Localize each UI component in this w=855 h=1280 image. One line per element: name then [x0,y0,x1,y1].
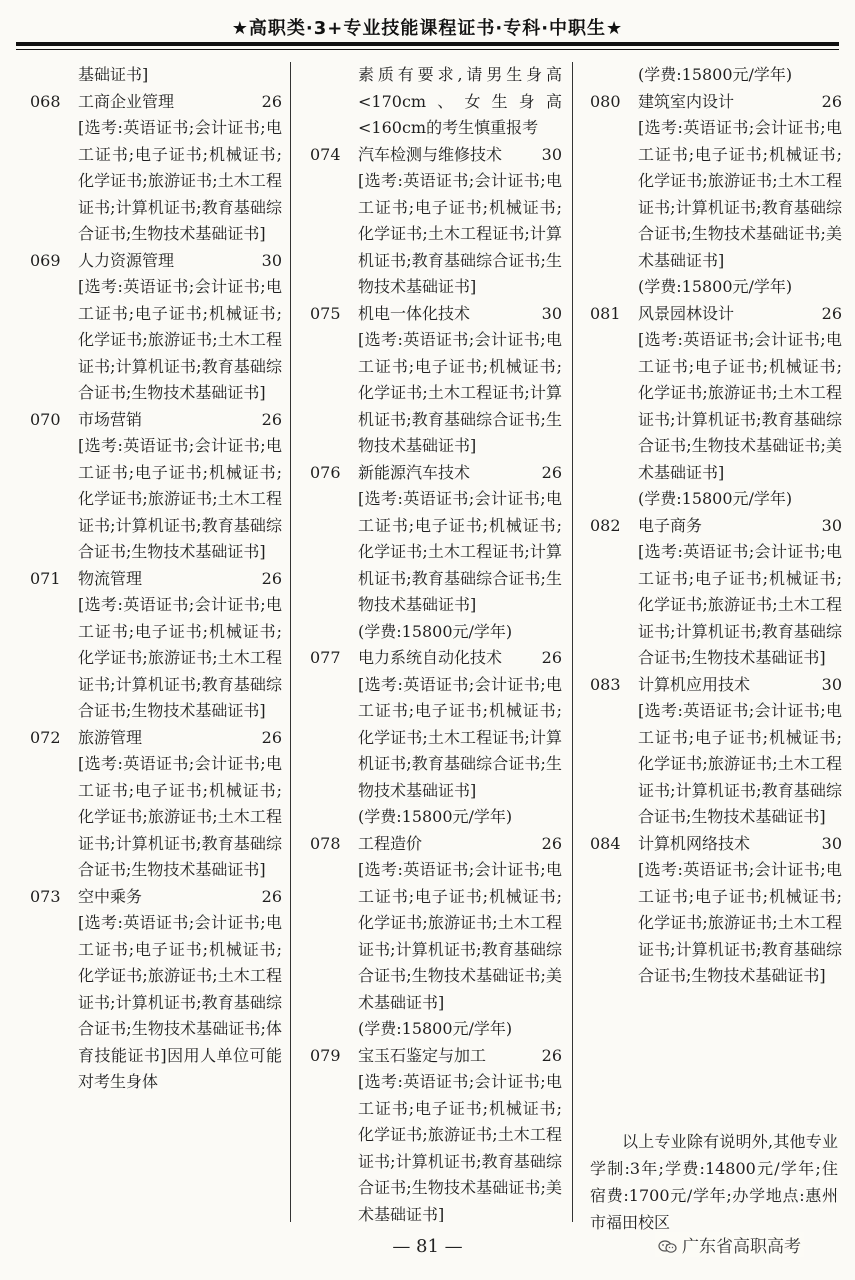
program-name: 新能源汽车技术 [358,462,471,482]
program-name: 电子商务 [638,515,703,535]
program-code: 077 [310,648,341,667]
program-name: 旅游管理 [78,727,143,747]
program-entry [310,1043,562,1223]
program-code: 076 [310,462,341,482]
program-code: 084 [590,833,621,853]
program-header [310,645,562,672]
elective-certificates: [选考:英语证书;会计证书;电工证书;电子证书;机械证书;化学证书;土木工程证书;计算机证书;教育基础综合证书;生物技术基础证书] [358,330,562,455]
enrollment-count: 30 [541,144,562,164]
tuition-fee: (学费:15800元/学年) [358,621,513,641]
tuition-fee: (学费:15800元/学年) [358,1019,513,1038]
program-name: 建筑室内设计 [638,91,735,111]
program-header [590,831,842,858]
elective-certificates: [选考:英语证书;会计证书;电工证书;电子证书;机械证书;化学证书;旅游证书;土木工程证书;计算机证书;教育基础综合证书;生物技术基础证书] [638,542,842,667]
middle-column [310,62,562,1222]
program-header [30,725,282,752]
column-divider-left [290,62,291,1222]
enrollment-count: 26 [541,833,562,853]
enrollment-count: 30 [261,250,282,270]
program-header [310,301,562,328]
watermark-text: 广东省高职高考 [682,1237,801,1257]
program-entry [30,407,282,566]
program-code: 082 [590,515,621,535]
elective-certificates: [选考:英语证书;会计证书;电工证书;电子证书;机械证书;化学证书;旅游证书;土木工程证书;计算机证书;教育基础综合证书;生物技术基础证书;美术基础证书] [358,1072,562,1222]
elective-certificates: [选考:英语证书;会计证书;电工证书;电子证书;机械证书;化学证书;旅游证书;土木工程证书;计算机证书;教育基础综合证书;生物技术基础证书] [78,277,282,402]
program-header [590,89,842,116]
program-header [310,831,562,858]
continued-text: (学费:15800元/学年) [638,65,793,84]
program-name: 市场营销 [78,409,143,429]
program-name: 风景园林设计 [638,303,735,323]
continued-text: 素质有要求,请男生身高<170cm、女生身高<160cm的考生慎重报考 [358,65,562,137]
program-code: 075 [310,303,341,323]
program-entry [30,566,282,725]
enrollment-count: 26 [821,91,842,111]
program-name: 工程造价 [358,833,423,853]
program-name: 电力系统自动化技术 [358,648,503,667]
program-code: 078 [310,833,341,853]
enrollment-count: 26 [821,303,842,323]
program-code: 070 [30,409,61,429]
elective-certificates: [选考:英语证书;会计证书;电工证书;电子证书;机械证书;化学证书;旅游证书;土木工程证书;计算机证书;教育基础综合证书;生物技术基础证书;美术基础证书] [358,860,562,1012]
enrollment-count: 26 [261,409,282,429]
program-name: 计算机应用技术 [638,674,751,694]
watermark [655,1232,804,1257]
elective-certificates: [选考:英语证书;会计证书;电工证书;电子证书;机械证书;化学证书;旅游证书;土木工程证书;计算机证书;教育基础综合证书;生物技术基础证书;美术基础证书] [638,118,842,270]
program-header [590,513,842,540]
program-entry [30,725,282,884]
elective-certificates: [选考:英语证书;会计证书;电工证书;电子证书;机械证书;化学证书;旅游证书;土木工程证书;计算机证书;教育基础综合证书;生物技术基础证书] [638,860,842,985]
elective-certificates: [选考:英语证书;会计证书;电工证书;电子证书;机械证书;化学证书;旅游证书;土木工程证书;计算机证书;教育基础综合证书;生物技术基础证书] [78,118,282,243]
program-code: 080 [590,91,621,111]
program-name: 机电一体化技术 [358,303,471,323]
program-header [590,301,842,328]
program-header [310,142,562,169]
tuition-fee: (学费:15800元/学年) [638,277,793,296]
tuition-fee: (学费:15800元/学年) [358,807,513,826]
program-code: 072 [30,727,61,747]
enrollment-count: 30 [821,833,842,853]
program-code: 068 [30,91,61,111]
program-code: 069 [30,250,61,270]
enrollment-count: 26 [261,727,282,747]
program-header [310,460,562,487]
program-header [30,89,282,116]
elective-certificates: [选考:英语证书;会计证书;电工证书;电子证书;机械证书;化学证书;旅游证书;土木工程证书;计算机证书;教育基础综合证书;生物技术基础证书;美术基础证书] [638,330,842,482]
program-code: 083 [590,674,621,694]
closing-note: 以上专业除有说明外,其他专业学制:3年;学费:14800元/学年;住宿费:1700元/学年;办学地点:惠州市福田校区 [590,1132,838,1232]
enrollment-count: 26 [261,886,282,906]
enrollment-count: 30 [821,515,842,535]
program-entry [30,89,282,248]
program-entry [310,460,562,646]
header-rule-thin [16,49,839,50]
program-entry [30,248,282,407]
enrollment-count: 30 [541,303,562,323]
program-entry [590,831,842,990]
program-name: 宝玉石鉴定与加工 [358,1045,487,1065]
program-name: 人力资源管理 [78,250,175,270]
program-code: 073 [30,886,61,906]
program-entry [590,89,842,301]
enrollment-count: 26 [541,648,562,667]
program-code: 081 [590,303,621,323]
tuition-fee: (学费:15800元/学年) [638,489,793,508]
elective-certificates: [选考:英语证书;会计证书;电工证书;电子证书;机械证书;化学证书;旅游证书;土木工程证书;计算机证书;教育基础综合证书;生物技术基础证书;体育技能证书]因用人单位可能对考生身体 [78,913,282,1091]
program-entry [30,884,282,1096]
enrollment-count: 26 [541,1045,562,1065]
program-code: 074 [310,144,341,164]
program-name: 工商企业管理 [78,91,175,111]
enrollment-count: 30 [821,674,842,694]
program-entry [590,672,842,831]
elective-certificates: [选考:英语证书;会计证书;电工证书;电子证书;机械证书;化学证书;土木工程证书;计算机证书;教育基础综合证书;生物技术基础证书] [358,674,562,800]
program-header [590,672,842,699]
right-column [590,62,842,1222]
program-header [30,407,282,434]
elective-certificates: [选考:英语证书;会计证书;电工证书;电子证书;机械证书;化学证书;旅游证书;土木工程证书;计算机证书;教育基础综合证书;生物技术基础证书] [638,701,842,826]
continued-text: 基础证书] [78,65,149,84]
program-name: 计算机网络技术 [638,833,751,853]
page-header: ★高职类·3+专业技能课程证书·专科·中职生★ [231,18,624,39]
program-header [30,566,282,593]
enrollment-count: 26 [261,91,282,111]
enrollment-count: 26 [261,568,282,588]
elective-certificates: [选考:英语证书;会计证书;电工证书;电子证书;机械证书;化学证书;旅游证书;土木工程证书;计算机证书;教育基础综合证书;生物技术基础证书] [78,595,282,720]
program-name: 汽车检测与维修技术 [358,144,503,164]
program-header [30,248,282,275]
page-number: — 81 — [392,1236,463,1257]
program-entry [310,831,562,1043]
program-header [30,884,282,911]
enrollment-count: 26 [541,462,562,482]
elective-certificates: [选考:英语证书;会计证书;电工证书;电子证书;机械证书;化学证书;土木工程证书;计算机证书;教育基础综合证书;生物技术基础证书] [358,489,562,614]
elective-certificates: [选考:英语证书;会计证书;电工证书;电子证书;机械证书;化学证书;旅游证书;土木工程证书;计算机证书;教育基础综合证书;生物技术基础证书] [78,436,282,561]
left-column [30,62,282,1222]
program-entry [590,513,842,672]
program-code: 071 [30,568,61,588]
elective-certificates: [选考:英语证书;会计证书;电工证书;电子证书;机械证书;化学证书;土木工程证书;计算机证书;教育基础综合证书;生物技术基础证书] [358,171,562,296]
column-divider-right [572,62,573,1222]
program-entry [310,142,562,301]
program-entry [310,645,562,831]
wechat-icon [658,1240,678,1254]
program-entry [310,301,562,460]
program-header [310,1043,562,1070]
program-name: 物流管理 [78,568,143,588]
program-code: 079 [310,1045,341,1065]
program-entry [590,301,842,513]
program-name: 空中乘务 [78,886,143,906]
header-rule-thick [16,42,839,46]
elective-certificates: [选考:英语证书;会计证书;电工证书;电子证书;机械证书;化学证书;旅游证书;土木工程证书;计算机证书;教育基础综合证书;生物技术基础证书] [78,754,282,879]
